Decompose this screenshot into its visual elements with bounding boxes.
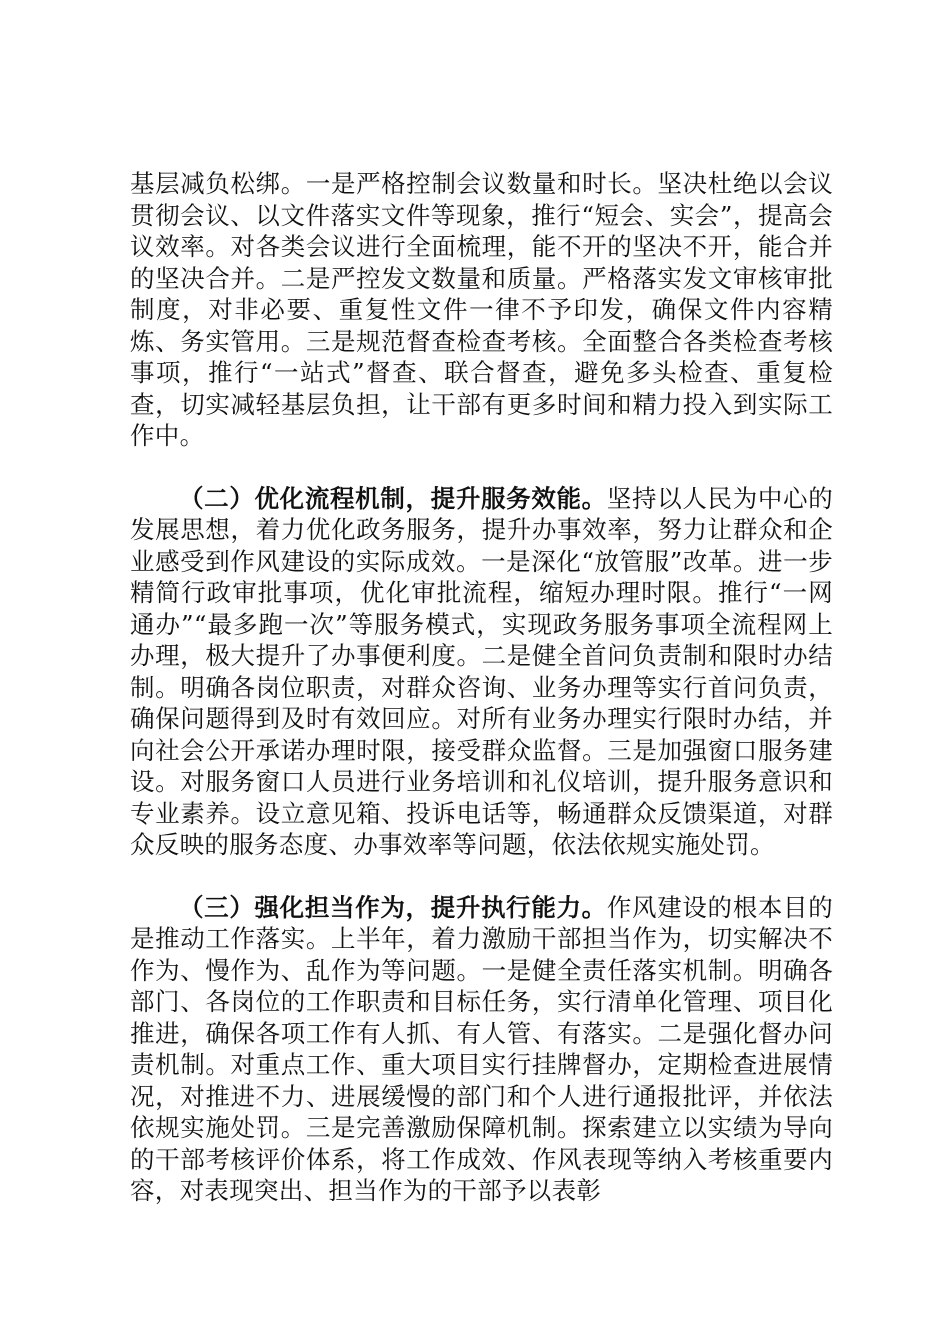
paragraph-2-body: 坚持以人民为中心的发展思想，着力优化政务服务，提升办事效率，努力让群众和企业感受到作风建设的实际成效。一是深化“放管服”改革。进一步精简行政审批事项，优化审批流程，缩短办理时限。推行“一网通办”“最多跑一次”等服务模式，实现政务服务事项全流程网上办理，极大提升了办事便利度。二是健全首问负责制和限时办结制。明确各岗位职责，对群众咨询、业务办理等实行首问负责，确保问题得到及时有效回应。对所有业务办理实行限时办结，并向社会公开承诺办理时限，接受群众监督。三是加强窗口服务建设。对服务窗口人员进行业务培训和礼仪培训，提升服务意识和专业素养。设立意见箱、投诉电话等，畅通群众反馈渠道，对群众反映的服务态度、办事效率等问题，依法依规实施处罚。 <box>130 483 833 859</box>
paragraph-3-heading: （三）强化担当作为，提升执行能力。 <box>179 892 607 922</box>
document-page <box>130 168 833 1238</box>
paragraph-2 <box>130 483 833 861</box>
paragraph-2-heading: （二）优化流程机制，提升服务效能。 <box>179 483 607 513</box>
paragraph-1 <box>130 168 833 452</box>
paragraph-3 <box>130 892 833 1207</box>
paragraph-3-body: 作风建设的根本目的是推动工作落实。上半年，着力激励干部担当作为，切实解决不作为、慢作为、乱作为等问题。一是健全责任落实机制。明确各部门、各岗位的工作职责和目标任务，实行清单化管理、项目化推进，确保各项工作有人抓、有人管、有落实。二是强化督办问责机制。对重点工作、重大项目实行挂牌督办，定期检查进展情况，对推进不力、进展缓慢的部门和个人进行通报批评，并依法依规实施处罚。三是完善激励保障机制。探索建立以实绩为导向的干部考核评价体系，将工作成效、作风表现等纳入考核重要内容，对表现突出、担当作为的干部予以表彰 <box>130 892 833 1205</box>
paragraph-1-body: 基层减负松绑。一是严格控制会议数量和时长。坚决杜绝以会议贯彻会议、以文件落实文件等现象，推行“短会、实会”，提高会议效率。对各类会议进行全面梳理，能不开的坚决不开，能合并的坚决合并。二是严控发文数量和质量。严格落实发文审核审批制度，对非必要、重复性文件一律不予印发，确保文件内容精炼、务实管用。三是规范督查检查考核。全面整合各类检查考核事项，推行“一站式”督查、联合督查，避免多头检查、重复检查，切实减轻基层负担，让干部有更多时间和精力投入到实际工作中。 <box>130 169 833 450</box>
